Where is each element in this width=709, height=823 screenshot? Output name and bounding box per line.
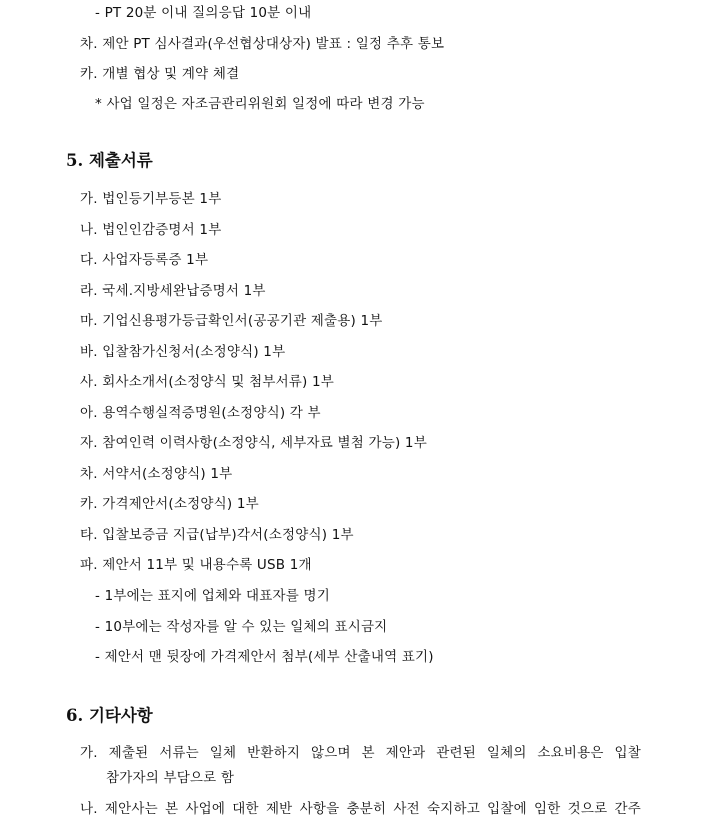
proposal-sub-item-2: - 10부에는 작성자를 알 수 있는 일체의 표시금지 bbox=[95, 619, 388, 635]
doc-item-ra: 라. 국세.지방세완납증명서 1부 bbox=[80, 283, 266, 299]
doc-item-ja: 자. 참여인력 이력사항(소정양식, 세부자료 별첨 가능) 1부 bbox=[80, 435, 427, 451]
schedule-item-ka: 카. 개별 협상 및 계약 체결 bbox=[80, 66, 240, 82]
doc-item-a: 아. 용역수행실적증명원(소정양식) 각 부 bbox=[80, 405, 321, 421]
doc-item-ba: 바. 입찰참가신청서(소정양식) 1부 bbox=[80, 344, 286, 360]
doc-item-na: 나. 법인인감증명서 1부 bbox=[80, 222, 222, 238]
schedule-change-note: * 사업 일정은 자조금관리위원회 일정에 따라 변경 가능 bbox=[95, 96, 425, 112]
proposal-sub-item-3: - 제안서 맨 뒷장에 가격제안서 첨부(세부 산출내역 표기) bbox=[95, 649, 434, 665]
doc-item-ga: 가. 법인등기부등본 1부 bbox=[80, 191, 222, 207]
doc-item-da: 다. 사업자등록증 1부 bbox=[80, 252, 209, 268]
doc-item-pa: 파. 제안서 11부 및 내용수록 USB 1개 bbox=[80, 557, 312, 573]
section-6-heading: 6. 기타사항 bbox=[66, 706, 153, 725]
doc-item-ma: 마. 기업신용평가등급확인서(공공기관 제출용) 1부 bbox=[80, 313, 383, 329]
schedule-item-cha: 차. 제안 PT 심사결과(우선협상대상자) 발표 : 일정 추후 통보 bbox=[80, 36, 445, 52]
proposal-sub-item-1: - 1부에는 표지에 업체와 대표자를 명기 bbox=[95, 588, 330, 604]
doc-item-ka: 카. 가격제안서(소정양식) 1부 bbox=[80, 496, 259, 512]
doc-item-cha: 차. 서약서(소정양식) 1부 bbox=[80, 466, 233, 482]
other-item-na-line1: 나. 제안사는 본 사업에 대한 제반 사항을 충분히 사전 숙지하고 입찰에 임한 것으로 간주 bbox=[80, 801, 641, 817]
doc-item-sa: 사. 회사소개서(소정양식 및 첨부서류) 1부 bbox=[80, 374, 335, 390]
section-5-heading: 5. 제출서류 bbox=[66, 151, 153, 170]
schedule-pt-time-note: - PT 20분 이내 질의응답 10분 이내 bbox=[95, 5, 312, 21]
other-item-ga-line1: 가. 제출된 서류는 일체 반환하지 않으며 본 제안과 관련된 일체의 소요비용은 입찰 bbox=[80, 745, 641, 761]
other-item-ga-line2: 참가자의 부담으로 함 bbox=[106, 770, 235, 786]
doc-item-ta: 타. 입찰보증금 지급(납부)각서(소정양식) 1부 bbox=[80, 527, 354, 543]
